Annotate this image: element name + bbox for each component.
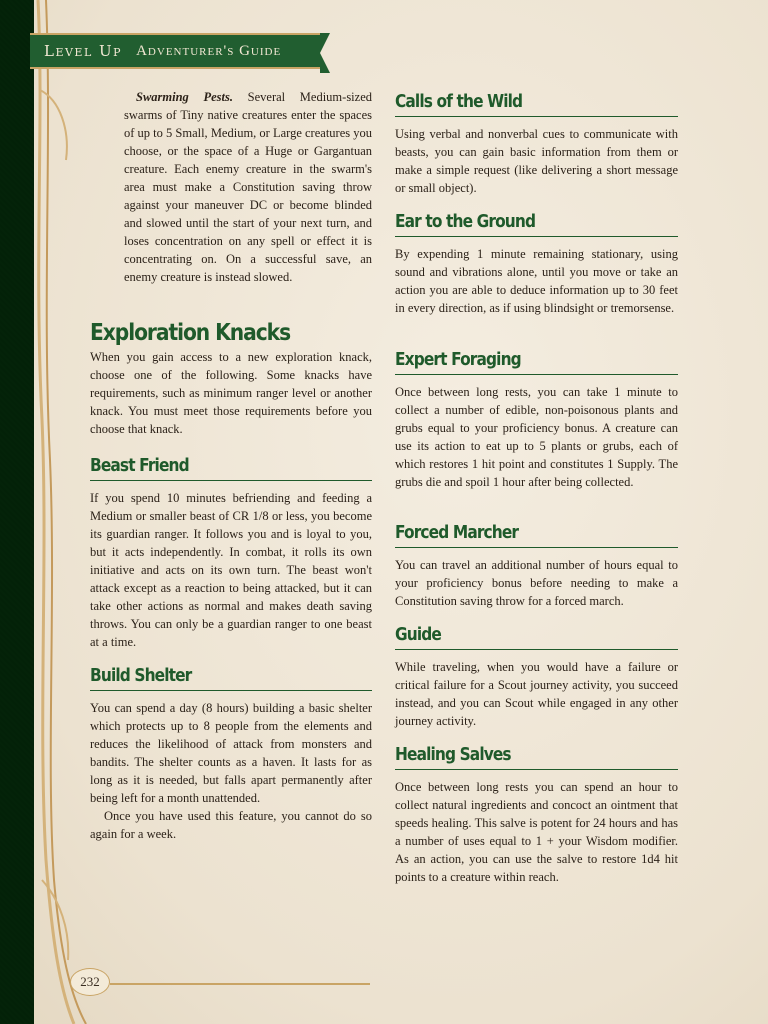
calls-of-the-wild-section — [395, 90, 678, 197]
build-shelter-heading: Build Shelter — [90, 666, 192, 686]
healing-salves-text: Once between long rests you can spend an hour to collect natural ingredients and concoct an ointment that speeds healing. This salve is potent for 24 hours and has a number of uses equal to 1 + your Wisdom modifier. As an action, you can use the salve to restore 1d4 hit points to a creature within reach. — [395, 780, 678, 884]
forced-marcher-section — [395, 521, 678, 610]
guide-heading: Guide — [395, 625, 441, 645]
header-series: Level Up — [44, 42, 123, 60]
exploration-knacks-heading: Exploration Knacks — [90, 320, 291, 346]
beast-friend-text: If you spend 10 minutes befriending and feeding a Medium or smaller beast of CR 1/8 or less, you become its guardian ranger. It follows you and is loyal to you, but it acts independently. In combat, it rolls its own initiative and acts on its own turn. The beast won't attack except as a reaction to being attacked, but it can take other actions as normal and makes death saving throws. You can only be a guardian ranger to one beast at a time. — [90, 491, 372, 649]
beast-friend-section — [90, 454, 372, 651]
section-rule — [395, 374, 678, 375]
swarming-pests-lead: Swarming Pests. — [136, 90, 233, 104]
build-shelter-text-2: Once you have used this feature, you cannot do so again for a week. — [90, 809, 372, 841]
calls-of-the-wild-text: Using verbal and nonverbal cues to communicate with beasts, you can gain basic information from them or make a simple request (like delivering a short message or small object). — [395, 127, 678, 195]
page-number-badge — [70, 968, 110, 998]
exploration-knacks-text: When you gain access to a new exploration knack, choose one of the following. Some knacks have requirements, such as minimum ranger level or another knack. You must meet those requirements before you choose that knack. — [90, 350, 372, 436]
footer-rule — [110, 983, 370, 985]
section-rule — [90, 690, 372, 691]
ear-to-the-ground-section — [395, 210, 678, 317]
green-border-strip — [0, 0, 34, 1024]
expert-foraging-section — [395, 348, 678, 491]
forced-marcher-heading: Forced Marcher — [395, 523, 519, 543]
build-shelter-text: You can spend a day (8 hours) building a basic shelter which protects up to 8 people from the elements and reduces the likelihood of attack from monsters and bandits. The shelter counts as a haven. It lasts for as long as it is needed, but falls apart permanently after being left for a month unattended. — [90, 701, 372, 805]
healing-salves-heading: Healing Salves — [395, 745, 511, 765]
healing-salves-section — [395, 743, 678, 886]
guide-section — [395, 623, 678, 730]
calls-of-the-wild-heading: Calls of the Wild — [395, 92, 523, 112]
forced-marcher-text: You can travel an additional number of hours equal to your proficiency bonus before needing to make a Constitution saving throw for a forced march. — [395, 558, 678, 608]
expert-foraging-text: Once between long rests, you can take 1 minute to collect a number of edible, non-poisonous plants and grubs equal to your proficiency bonus. A creature can use its action to eat up to 5 plants or grubs, each of which restores 1 hit point and constitutes 1 Supply. The grubs die and spoil 1 hour after being collected. — [395, 385, 678, 489]
header-title: Adventurer's Guide — [136, 42, 282, 59]
section-rule — [395, 236, 678, 237]
swarming-pests-block — [90, 88, 372, 286]
section-rule — [395, 116, 678, 117]
build-shelter-section — [90, 664, 372, 843]
running-header — [30, 33, 320, 69]
guide-text: While traveling, when you would have a failure or critical failure for a Scout journey activity, you succeed instead, and you can Scout while engaged in any other journey activity. — [395, 660, 678, 728]
swarming-pests-text: Swarming Pests. Several Medium-sized swarms of Tiny native creatures enter the spaces of up to 5 Small, Medium, or Large creatures you choose, or the space of a Huge or Gargantuan creature. Each enemy creature in the swarm's area must make a Constitution saving throw against your maneuver DC or become blinded and slowed until the start of your next turn, and loses concentration on any spell or effect it is concentrating on. On a successful save, an enemy creature is instead slowed. — [124, 90, 373, 284]
section-rule — [395, 547, 678, 548]
beast-friend-heading: Beast Friend — [90, 456, 189, 476]
section-rule — [395, 769, 678, 770]
section-rule — [90, 480, 372, 481]
exploration-knacks-section — [90, 318, 372, 438]
banner-flag-end — [320, 33, 330, 73]
ear-to-the-ground-heading: Ear to the Ground — [395, 212, 536, 232]
page-number: 232 — [80, 974, 100, 989]
section-rule — [395, 649, 678, 650]
expert-foraging-heading: Expert Foraging — [395, 350, 521, 370]
ear-to-the-ground-text: By expending 1 minute remaining stationary, using sound and vibrations alone, until you move or take an action you are able to deduce information up to 30 feet in every direction, as if using blindsight or tremorsense. — [395, 247, 678, 315]
